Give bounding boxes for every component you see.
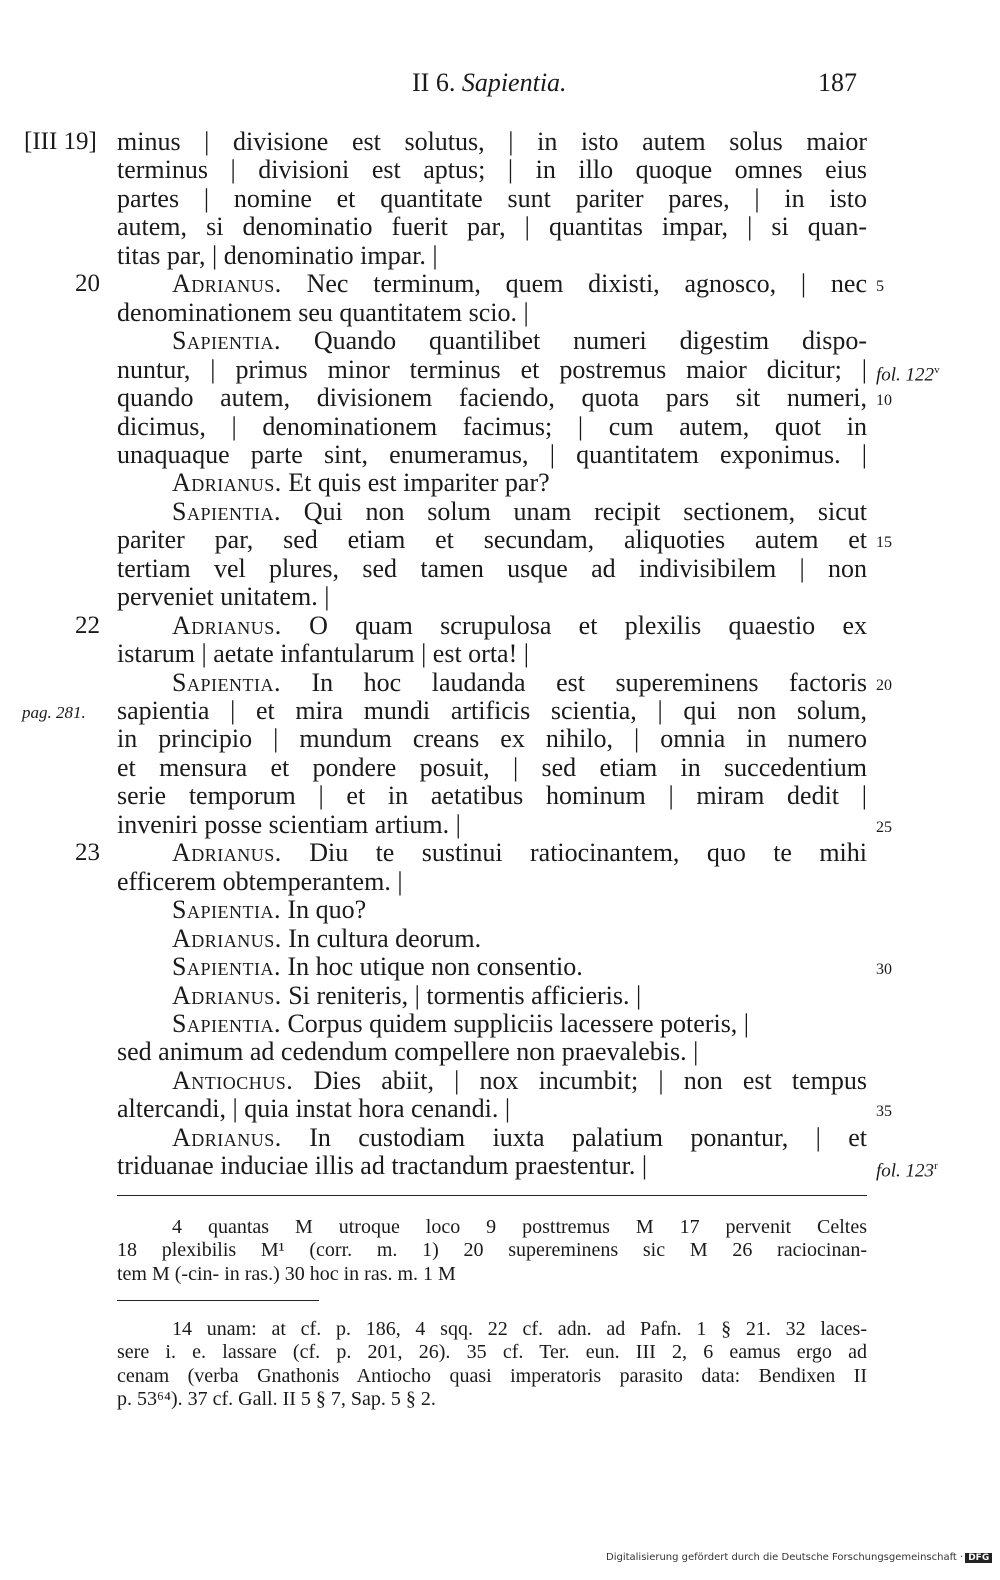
line-text: serie temporum | et in aetatibus hominum | miram dedit | [117,781,867,811]
line-text: unaquaque parte sint, enumeramus, | quantitatem exponimus. | [117,439,867,469]
margin-text: 35 [876,1103,892,1121]
line-text: titas par, | denominatio impar. | [117,240,438,270]
note-line: sere i. e. lassare (cf. p. 201, 26). 35 cf. Ter. eun. III 2, 6 eamus ergo ad [117,1341,867,1364]
speaker-name: Adrianus. [172,1122,282,1152]
text-line [117,725,867,753]
line-text: pariter par, sed etiam et secundam, aliquoties autem et [117,525,867,555]
text-line [172,1010,867,1038]
line-text: In cultura deorum. [288,923,482,953]
speaker-name: Sapientia. [172,895,281,925]
credit-text: Digitalisierung gefördert durch die Deutsche Forschungsgemeinschaft · [606,1552,964,1563]
note-line: 18 plexibilis M¹ (corr. m. 1) 20 supereminens sic M 26 raciocinan- [117,1239,867,1262]
speaker-name: Antiochus. [172,1065,294,1095]
text-line [117,1152,867,1180]
folio-marker [876,1152,938,1185]
text-line [172,469,867,497]
margin-text: 25 [876,818,892,836]
text-line [172,1124,867,1152]
digitization-credit [606,1552,992,1563]
speaker-name: Adrianus. [172,923,282,953]
line-text: Dies abiit, | nox incumbit; | non est tempus [313,1065,868,1095]
line-number [876,529,892,557]
text-line [117,441,867,469]
text-line [117,555,867,583]
line-number [876,814,892,842]
folio-side: v [934,363,940,376]
text-line [117,583,867,611]
left-margin-note: [III 19] [24,128,97,155]
left-margin-note: 23 [75,839,100,867]
line-text: istarum | aetate infantularum | est orta! | [117,639,529,669]
line-number [876,387,892,415]
text-line [117,697,867,725]
line-text: dicimus, | denominationem facimus; | cum autem, quot in [117,411,867,441]
line-text: denominationem seu quantitatem scio. | [117,297,529,327]
speaker-name: Adrianus. [172,980,282,1010]
margin-text: 5 [876,278,884,296]
note-line: 14 unam: at cf. p. 186, 4 sqq. 22 cf. adn. ad Pafn. 1 § 21. 32 laces- [172,1318,867,1340]
margin-text: fol. 122 [876,363,935,385]
line-text: nuntur, | primus minor terminus et postremus maior dicitur; | [117,354,867,384]
text-line [172,327,867,355]
text-line [172,925,867,953]
line-text: inveniri posse scientiam artium. | [117,809,461,839]
line-text: O quam scrupulosa et plexilis quaestio ex [309,610,867,640]
text-line [117,384,867,412]
speaker-name: Sapientia. [172,952,281,982]
line-text: et mensura et pondere posuit, | sed etiam in succedentium [117,752,867,782]
dfg-logo: DFG [965,1553,992,1563]
note-line: tem M (-cin- in ras.) 30 hoc in ras. m. 1 M [117,1262,456,1285]
running-head-num: II 6. [412,68,456,97]
margin-text: 20 [876,676,892,694]
line-text: in principio | mundum creans ex nihilo, | omnia in numero [117,724,867,754]
line-text: Qui non solum unam recipit sectionem, sicut [303,496,867,526]
text-line [117,185,867,213]
line-text: quando autem, divisionem faciendo, quota pars sit numeri, [117,383,867,413]
line-text: In hoc laudanda est supereminens factoris [311,667,867,697]
left-margin-note: 22 [75,611,100,639]
folio-marker [876,356,940,389]
text-line [172,953,867,981]
line-text: In custodiam iuxta palatium ponantur, | et [309,1122,868,1152]
line-text: In quo? [287,895,367,925]
running-header [0,64,1000,104]
text-line [172,669,867,697]
line-number [876,956,892,984]
line-number [876,1098,892,1126]
speaker-name: Adrianus. [172,269,282,299]
line-text: Nec terminum, quem dixisti, agnosco, | nec [306,269,868,299]
speaker-name: Sapientia. [172,326,281,356]
line-text: Corpus quidem suppliciis lacessere poteris, | [287,1008,750,1038]
text-line [117,811,867,839]
line-text: autem, si denominatio fuerit par, | quantitas impar, | si quan- [117,212,867,242]
line-text: perveniet unitatem. | [117,582,330,612]
text-line [172,982,867,1010]
page-number: 187 [818,68,857,97]
line-text: Et quis est impariter par? [288,468,550,498]
line-text: Si reniteris, | tormentis afficieris. | [288,980,642,1010]
text-line [172,498,867,526]
line-text: Diu te sustinui ratiocinantem, quo te mihi [309,838,868,868]
speaker-name: Adrianus. [172,610,282,640]
text-line [117,242,867,270]
speaker-name: Adrianus. [172,838,282,868]
line-text: sed animum ad cedendum compellere non praevalebis. | [117,1037,699,1067]
margin-text: 15 [876,534,892,552]
text-line [172,1067,867,1095]
text-line [117,868,867,896]
margin-text: 30 [876,961,892,979]
folio-side: r [934,1160,938,1173]
line-number [876,273,884,301]
text-line [117,782,867,810]
speaker-name: Sapientia. [172,1008,281,1038]
left-margin-note: 20 [75,270,100,298]
text-line [117,213,867,241]
text-line [172,839,867,867]
line-text: Quando quantilibet numeri digestim dispo- [313,326,868,356]
note-line: p. 53⁶⁴). 37 cf. Gall. II 5 § 7, Sap. 5 § 2. [117,1387,436,1410]
text-line [117,156,867,184]
line-text: terminus | divisioni est aptus; | in illo quoque omnes eius [117,155,867,185]
line-text: triduanae induciae illis ad tractandum praestentur. | [117,1151,648,1181]
text-line [117,1038,867,1066]
line-text: tertiam vel plures, sed tamen usque ad indivisibilem | non [117,553,867,583]
commentary-rule [117,1300,319,1301]
margin-text: 10 [876,392,892,410]
text-line [172,896,867,924]
line-text: partes | nomine et quantitate sunt pariter pares, | in isto [117,183,867,213]
footnote-rule [117,1195,867,1196]
text-line [117,356,867,384]
note-line: 4 quantas M utroque loco 9 posttremus M 17 pervenit Celtes [172,1216,867,1238]
left-margin-note: pag. 281. [22,703,86,722]
text-line [117,640,867,668]
text-line [172,270,867,298]
running-head [412,68,567,98]
text-line [117,526,867,554]
line-text: efficerem obtemperantem. | [117,866,403,896]
line-text: minus | divisione est solutus, | in isto autem solus maior [117,127,867,156]
text-line [117,1095,867,1123]
margin-text: fol. 123 [876,1160,935,1182]
line-text: In hoc utique non consentio. [287,952,583,982]
text-line [117,413,867,441]
text-line [117,128,867,156]
line-text: sapientia | et mira mundi artificis scientia, | qui non solum, [117,696,867,725]
running-head-title: Sapientia. [461,68,567,97]
text-line [117,754,867,782]
speaker-name: Sapientia. [172,496,281,526]
note-line: cenam (verba Gnathonis Antiocho quasi imperatoris parasito data: Bendixen II [117,1364,867,1387]
line-number [876,672,892,700]
speaker-name: Adrianus. [172,468,282,498]
text-line [117,299,867,327]
speaker-name: Sapientia. [172,667,281,697]
text-line [172,612,867,640]
line-text: altercandi, | quia instat hora cenandi. | [117,1094,511,1124]
